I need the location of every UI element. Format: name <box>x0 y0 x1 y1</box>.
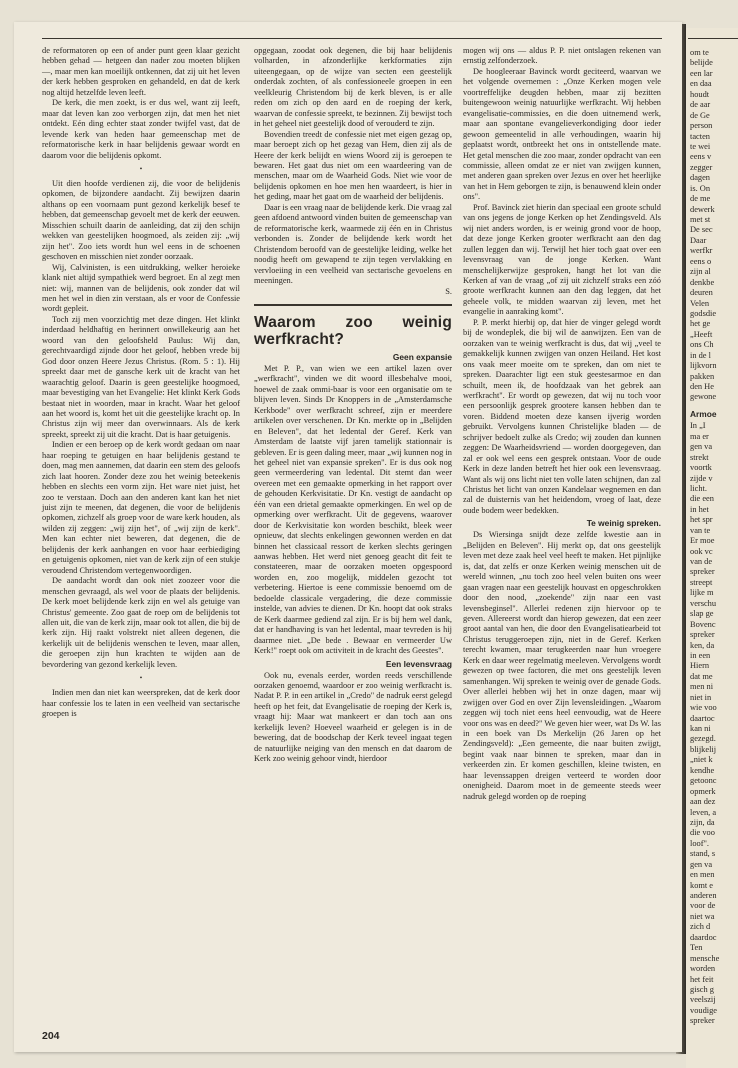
next-page-line: Ten <box>690 943 703 953</box>
next-page-line: den He <box>690 382 714 391</box>
next-page-line: en daa <box>690 79 712 89</box>
paragraph: De kerk, die men zoekt, is er dus wel, want zij leeft, maar dat leven kan zoo verborgen zijn, dat men het niet ontdekt. Eén ding echter staat zonder twijfel vast, dat de levende kerk van heden haar gemeenschap met de reformatorische kerk in haar belijdenis gewaar wordt en daarom voor die belijdenis opkomt. <box>42 98 240 160</box>
next-page-line: zich d <box>690 922 711 932</box>
next-page-line: gezegd. <box>690 734 716 744</box>
next-page-line: person <box>690 121 713 131</box>
next-page-line: Hiern <box>690 661 710 671</box>
next-page-line: stand, s <box>690 849 716 859</box>
next-page-line: gen va <box>690 859 713 869</box>
paragraph: Daar is een vraag naar de belijdende kerk. Die vraag zal geen afdoend antwoord vinden buiten de gemeenschap van de reformatorische kerk, waarmede zij één en in Christus verbonden is. Zonder de belijdende kerk wordt het Christendom beroofd van de geestelijke leiding, welke het noodig heeft om gewapend te zijn tegen vervlakking en vervloeiing in een veelheid van sectarische gevoelens en meeningen. <box>254 202 452 285</box>
next-page-line: de aar <box>690 100 711 110</box>
paragraph: opgegaan, zoodat ook degenen, die bij haar belijdenis volharden, in afzonderlijke kerkformaties zijn uiteengegaan, op de wijze van secten een geestelijk onderdak zochten, of als confessioneele groepen in een veelkleurig Christendom bij de kerk bleven, is er alle reden om zich op den aard en de roeping der kerk, waarvan de confessie spreekt, te bezinnen. Zij bewijst toch in het geheel niet geestelijk dood of verouderd te zijn. <box>254 46 452 129</box>
paragraph: De hoogleeraar Bavinck wordt geciteerd, waarvan we het volgende overnemen : „Onze Kerken mogen vele voortreffelijke deugden hebben, maar zij bezitten buitengewoon weinig natuurlijke werfkracht. Wij hebben evangelisatie-commissies, en die doen uitnemend werk, maar aan spontane evangelieverkondiging door ieder gewoon gemeentelid in alle verhoudingen, waarin hij geplaatst wordt, ontbreekt het ons in ontstellende mate. Het getal menschen die zoo maar, zonder opdracht van een commissie, alleen omdat ze er niet van zwijgen kunnen, met anderen gaan spreken over Jezus en over het heerlijke van het in Hem geborgen te zijn, is benauwend klein onder ons". <box>463 66 661 202</box>
next-page-line: dewerk <box>690 204 715 214</box>
next-page-line: blijkelij <box>690 744 717 754</box>
next-page-line: die voo <box>690 828 715 838</box>
paragraph: Toch zij men voorzichtig met deze dingen. Het klinkt inderdaad heldhaftig en herinnert onwillekeurig aan het woord van den geloofsheld Paulus: Wij dan, gerechtvaardigd zijnde door het geloof, hebben vrede bij God door onzen Heere Jezus Christus. (Rom. 5 : 1). Hij spreekt daar met de gansche kerk uit de kracht van het waarachtig geloof. Daarin is geen geestelijke hoogmoed, maar bevestiging van het Evangelie: Het klinkt Kerk Gods bestaat niet in woorden, maar in kracht. Waar het geloof aan het woord is, komt het uit die geestelijke kracht op. In Christus zijn wij meer dan overwinnaars. Als de kerk spreekt, spreekt zij uit die kracht. Dat is haar getuigenis. <box>42 314 240 439</box>
next-page-line: eens v <box>690 152 712 162</box>
next-page-line: met st <box>690 215 711 224</box>
next-page-line: eens o <box>690 256 712 266</box>
paragraph: de reformatoren op een of ander punt geen klaar gezicht hebben gehad — hetgeen dan nader zou moeten blijken —, maar men kan moeilijk ontkennen, dat zij uit het leven der kerk hebben gesproken en gehandeld, en dat de kerk nog altijd hetzelfde leven leeft. <box>42 46 240 97</box>
next-page-line: om te <box>690 48 709 57</box>
next-page-line: daardoc <box>690 932 717 942</box>
next-page-line: licht. <box>690 483 707 493</box>
next-page-line: getoonc <box>690 776 717 786</box>
paragraph: Ook nu, evenals eerder, worden reeds verschillende oorzaken genoemd, waardoor er zoo weinig werfkracht is. Nadat P. P. in een artikel in „Credo" de nadruk eerst gelegd heeft op het feit, dat Evangelisatie de roeping der Kerk is, vraagt hij: Maar wat mankeert er dan toch aan ons kerkelijk leven? Hoeveel waarheid er gelegen is in de bewering, dat de boodschap der Kerk teveel ingaat tegen de natuurlijke neiging van den mensch en dat daarom de Kerk zoo weinig gehoor vindt, hierdoor <box>254 670 452 764</box>
next-page-line: ken, da <box>690 640 715 650</box>
section-separator: • <box>139 164 143 173</box>
paragraph: Ds Wiersinga snijdt deze zelfde kwestie aan in „Belijden en Beleven". Hij merkt op, dat ons geestelijk leven met deze zaak heel veel heeft te maken. Het pijnlijke is, dat, dat zelfs er onze Kerken weinig menschen uit de wereld winnen, „nu toch zoo heel velen buiten ons weer gaan vragen naar een geestelijk houvast en opgeschrokken door den nood, „zoekende" zijn naar een vast levensbeginsel". Allerlei redenen zijn hiervoor op te geven. Allereerst wordt dan hierop gewezen, dat een zeer groot aantal van hen, die door den Evangelisatiearbeid tot Christus teruggeroepen zijn, niet in de Geref. Kerken terecht kwamen, maar terugkeerden naar hun vroegere Kerk en daar weer regelmatig meeleven. Vervolgens wordt gewezen op twee factoren, die met ons geestelijk leven samenhangen. Wij spreken te weinig over de genade Gods. Over allerlei hebben wij het in onze dagen, maar wij zwijgen over God en over Zijn levensleidingen. „Waarom zeggen wij toch niet eens heel eenvoudig, wat de Heere voor ons was en deed?" We geven hier weer, wat Ds W. las in een boek van Ds Merkelijn (26 Jaren op het Zendingsveld): „Een gemeente, die naar buiten zwijgt, begint vaak naar binnen te spreken, maar dan in verkeerden zin. Er komen geschillen, kleine twisten, en haar levenssappen dreigen verteerd te worden door onenigheid. Daarom moet in de gemeente steeds weer nadruk gelegd worden op de roeping <box>463 530 661 801</box>
next-page-line: voortk <box>690 463 712 473</box>
article-title: Waarom zoo weinig werfkracht? <box>254 304 452 348</box>
next-page-line: houdt <box>690 89 710 99</box>
next-page-line: gewone <box>690 392 717 402</box>
next-page-line: Bovenc <box>690 619 716 629</box>
section-heading: Geen expansie <box>392 351 452 362</box>
header-rule <box>42 38 662 39</box>
section-separator: • <box>139 674 143 683</box>
next-page-line: niet in <box>690 692 712 702</box>
next-page-line: niet wa <box>690 911 715 921</box>
next-page-line: slap ge <box>690 609 714 619</box>
next-page-line: mensche <box>690 953 720 963</box>
paragraph: Indien men dan niet kan weerspreken, dat de kerk door haar confessie los te laten in een veelheid van sectarische groepen is <box>42 688 240 719</box>
next-page-line: lijkvorn <box>690 361 717 371</box>
paragraph: P. P. merkt hierbij op, dat hier de vinger gelegd wordt bij de wondeplek, die bij wil de aanwijzen. Een van de oorzaken van te weinig werfkracht is dus, dat wij „veel te gemakkelijk kunnen zwijgen van onzen Heiland. Het kost ons vaak meer moeite om te spreken, dan om niet te spreken. Daarachter ligt een stuk geestesarmoe en dan schuilt, meen ik, de hoofdzaak van het gebrek aan werfkracht". Er wordt op gewezen, dat wij nu toch voor een persoonlijk gesprek grootere kansen hebben dan te voren. Biddend moeten deze kansen ijverig worden gebruikt. Vervolgens kunnen Christelijke bladen — de schrijver bedoelt zulke als Credo; wij zouden dan kunnen zeggen: De Waarheidsvriend — worden doorgegeven, dan zal er ook wel eens een gesprek ontstaan. Voor de oude Kerk in deze landen betreft het hier ook een levensvraag. Want als wij ons licht niet ten volle laten schijnen, dan zal Christus het licht van onzen Kandelaar wegnemen en dan zal de duisternis van het heidendom, vroeg of laat, deze oude bodem weer bedekken. <box>463 317 661 515</box>
next-page-line: loof". <box>690 838 710 848</box>
next-page-line: werfkr <box>690 246 713 256</box>
paragraph: mogen wij ons — aldus P. P. niet ontslagen rekenen van ernstig zelfonderzoek. <box>463 46 661 66</box>
next-page-line: een lar <box>690 68 713 78</box>
next-page-line: te wei <box>690 141 711 151</box>
next-page-line: zijde v <box>690 473 713 483</box>
next-page-line: die een <box>690 494 714 504</box>
next-page-line: ons Ch <box>690 340 714 350</box>
next-page-line: voudige <box>690 1005 717 1015</box>
next-page-line: In „I <box>690 421 706 431</box>
paragraph: Wij, Calvinisten, is een uitdrukking, welker heroieke klank niet altijd sympathiek werd begroet. En al zegt men niet: wij, mannen van de belijdenis, ook zonder dat wil men het wel in dien zin verstaan, als er voor de Confessie wordt gepleit. <box>42 262 240 314</box>
next-page-line: tacten <box>690 131 710 141</box>
next-page-line: leven, a <box>690 807 717 817</box>
column-3 <box>463 46 661 802</box>
next-page-line: ook vc <box>690 546 713 556</box>
next-page-line: Er moe <box>690 536 715 546</box>
author-signature: S. <box>445 287 452 297</box>
next-page-line: gen va <box>690 442 713 452</box>
next-page-line: ma er <box>690 431 709 441</box>
next-page-line: „Heeft <box>690 329 713 339</box>
next-page-line: het feit <box>690 974 714 984</box>
next-page-line: zegger <box>690 162 713 172</box>
next-page-line: strekt <box>690 452 709 462</box>
next-page-line: zijn al <box>690 267 711 277</box>
next-page-line: spreker <box>690 567 715 577</box>
next-page-line: daartoc <box>690 713 715 723</box>
next-page-line: worden <box>690 964 716 974</box>
next-page-line: de Ge <box>690 110 710 120</box>
next-page-line: anderen <box>690 891 717 900</box>
section-heading: Te weinig spreken. <box>586 518 661 529</box>
next-page-line: De sec <box>690 225 713 235</box>
next-page-line: Daar <box>690 235 707 245</box>
next-page-line: wie voo <box>690 703 717 713</box>
next-page-line: „niet k <box>690 755 713 765</box>
next-page-line: het ge <box>690 319 711 329</box>
column-2 <box>254 46 452 765</box>
next-page-line: spreker <box>690 630 715 640</box>
next-page-line: spreker <box>690 1016 715 1026</box>
next-page-edge <box>686 28 738 1068</box>
next-page-line: van de <box>690 557 713 566</box>
paragraph: Bovendien treedt de confessie niet met eigen gezag op, maar beroept zich op het gezag van Hem, dien zij als de Heere der kerk belijdt en wiens Woord zij is geroepen te bewaren. Het gaat dus niet om een waardeering van de menschen, maar om de Waarheid Gods. Niet wie voor de belijdenis opkomen en hoe men hen waardeert, is hier in het geding, maar het gaat om de waarheid der belijdenis. <box>254 129 452 202</box>
next-page-line: en men <box>690 870 715 880</box>
next-page-line: streept <box>690 577 713 587</box>
next-page-line: dagen <box>690 173 710 183</box>
paragraph: Met P. P., van wien we een artikel lazen over „werfkracht", vinden we dit woord illesbehalve mooi, hoewel de zaak ommi-baar is voor een organisatie om te blijven leven. Sinds Dr Knoppers in de „Amsterdamsche Kerkbode" over werfkracht schreef, zijn er meerdere artikelen over verschenen. Dr Kn. merkte op in „Belijden en Beleven", dat het ledental der Geref. Kerk van Amsterdam de laatste vijf jaren tamelijk stationnair is gebleven. Er is geen daling meer, maar „wij kunnen nog in het geheel niet van expansie spreken". Er is dus ook nog geen vermeerdering van ledental. Dit stemt dan weer overeen met een gemaakte opmerking in het rapport over de gehouden Kerkvisitatie. Dr Kn. vestigt de aandacht op één van een drietal gemaakte opmerkingen. En wel op de opmerking over werfkracht. Uit de gegevens, waarover door de Kerkvisitatie kon worden beschikt, bleek weer opnieuw, dat slechts enkelingen gewonnen werden en dat binnen het classicaal ressort de kerken slechts geringen aanwas hebben. Het werd niet genoeg geacht dit feit te constateeren, maar de oorzaken moeten opgespoord worden en, zoo mogelijk, middelen gezocht tot verbetering. Hiertoe is eene commissie benoemd om de bedoelde classicale vergadering, die deze commissie instelde, van advies te dienen. Dr Kn. hoopt dat ook straks de Kerk daarmee gediend zal zijn. Er is bij hem wel dank, dat er handhaving is van het ledental, maar tevreden is hij daarmee niet. „De bede . Bewaar en vermeerder Uw Kerk!" roept ook om activiteit in de kracht des Geestes". <box>254 363 452 656</box>
next-page-line: belijde <box>690 58 713 68</box>
next-page-line: is. On <box>690 183 711 193</box>
next-page-line: Velen <box>690 298 710 308</box>
next-page-line: zijn, da <box>690 817 715 827</box>
next-page-line: lijke m <box>690 588 714 598</box>
page-number: 204 <box>42 1030 60 1042</box>
paragraph: Uit dien hoofde verdienen zij, die voor de belijdenis opkomen, de bijzondere aandacht. Zij bewijzen daarin althans op een voornaam punt gezond kerkelijk besef te hebben, dat gemeenschap gevoelt met de kerk der eeuwen. Misschien schuilt daarin de aanleiding, dat zij den schijn wekken van geestelijken hoogmoed, als zeiden zij: „wij zijn het". Zoo iets wordt hun wel eens in de schoenen geschoven en misschien niet zonder oorzaak. <box>42 178 240 262</box>
next-page-line: kendhe <box>690 765 715 775</box>
next-page-heading: Armoe <box>690 408 717 419</box>
next-page-line: voor de <box>690 901 716 911</box>
next-page-line: de me <box>690 194 711 204</box>
next-page-line: in een <box>690 650 711 660</box>
next-page-line: kan ni <box>690 724 711 733</box>
next-page-line: men ni <box>690 682 714 692</box>
paragraph: De aandacht wordt dan ook niet zoozeer voor die menschen gevraagd, als wel voor de plaats der belijdenis. De kerk moet belijdende kerk zijn en wel als getuige van Christus' gemeente. Zoo gaat de roep om de belijdenis tot allen uit, die van de kerk zijn, maar ook tot allen, die bij de kerk zijn. Hij raakt volstrekt niet alleen degenen, die kerkelijk uit de belijdenis wenschen te leven, maar allen, die geroepen zijn hun krachten te wijden aan de bevordering van gezond kerkelijk leven. <box>42 576 240 669</box>
next-page-line: verschu <box>690 598 717 608</box>
next-page-line: dat me <box>690 671 713 681</box>
paragraph: Prof. Bavinck ziet hierin dan speciaal een groote schuld van ons jegens de jonge Kerken op het Zendingsveld. Als wij niet anders worden, is er weinig grond voor de hoop, dat deze jonge Kerken grooter werfkracht aan den dag zullen leggen dan wij. Terwijl het hier toch gaat over een levensvraag van de jonge Kerken. Want menschelijkerwijze gesproken, hangt het lot van die Kerken af van de vraag „of zij uit zichzelf straks een zóó groote werfkracht kunnen aan den dag leggen, dat het geheele volk, te midden waarvan zij leven, met het evangelie in aanraking komt". <box>463 202 661 317</box>
next-page-line: godsdie <box>690 308 717 318</box>
next-page-line: in de l <box>690 350 711 360</box>
next-page-line: denkbe <box>690 277 715 287</box>
next-page-line: gisch g <box>690 984 714 994</box>
next-page-line: in het <box>690 504 709 514</box>
next-page-line: komt e <box>690 880 714 890</box>
paragraph: Indien er een beroep op de kerk wordt gedaan om naar haar roeping te getuigen en haar belijdenis gestand te doen, mag men aannemen, dat daarin een stem des geloofs zich laat hooren. Zonder deze zou het weinig beteekenis hebben en slechts een vorm zijn. Het ware niet juist, het zoo te verstaan. Doch aan den anderen kant kan het niet juist zijn te meenen, dat degenen, die voor de belijdenis opkomen, zichzelf als groep voor de ware kerk houden, als wilden zij zeggen: „wij zijn het", of „wij zijn de kerk". Men kan echter niet beweren, dat degenen, die de belijdenis der kerk aanhangen en voor haar eerbiediging en getuigenis opkomen, niet van de kerk zijn of een stukje veroudend Christendom vertegenwoordigen. <box>42 440 240 575</box>
next-page-line: veelszij <box>690 995 716 1005</box>
next-page-line: het spr <box>690 515 713 525</box>
section-heading: Een levensvraag <box>385 658 452 669</box>
next-page-line: aan dez <box>690 797 716 807</box>
next-page-line: opmerk <box>690 786 716 796</box>
next-page-fragment-column <box>690 48 738 1027</box>
next-page-rule <box>688 38 738 39</box>
next-page-line: deuren <box>690 288 713 298</box>
next-page-line: van te <box>690 525 711 535</box>
column-1 <box>42 46 240 720</box>
next-page-line: pakken <box>690 371 715 381</box>
